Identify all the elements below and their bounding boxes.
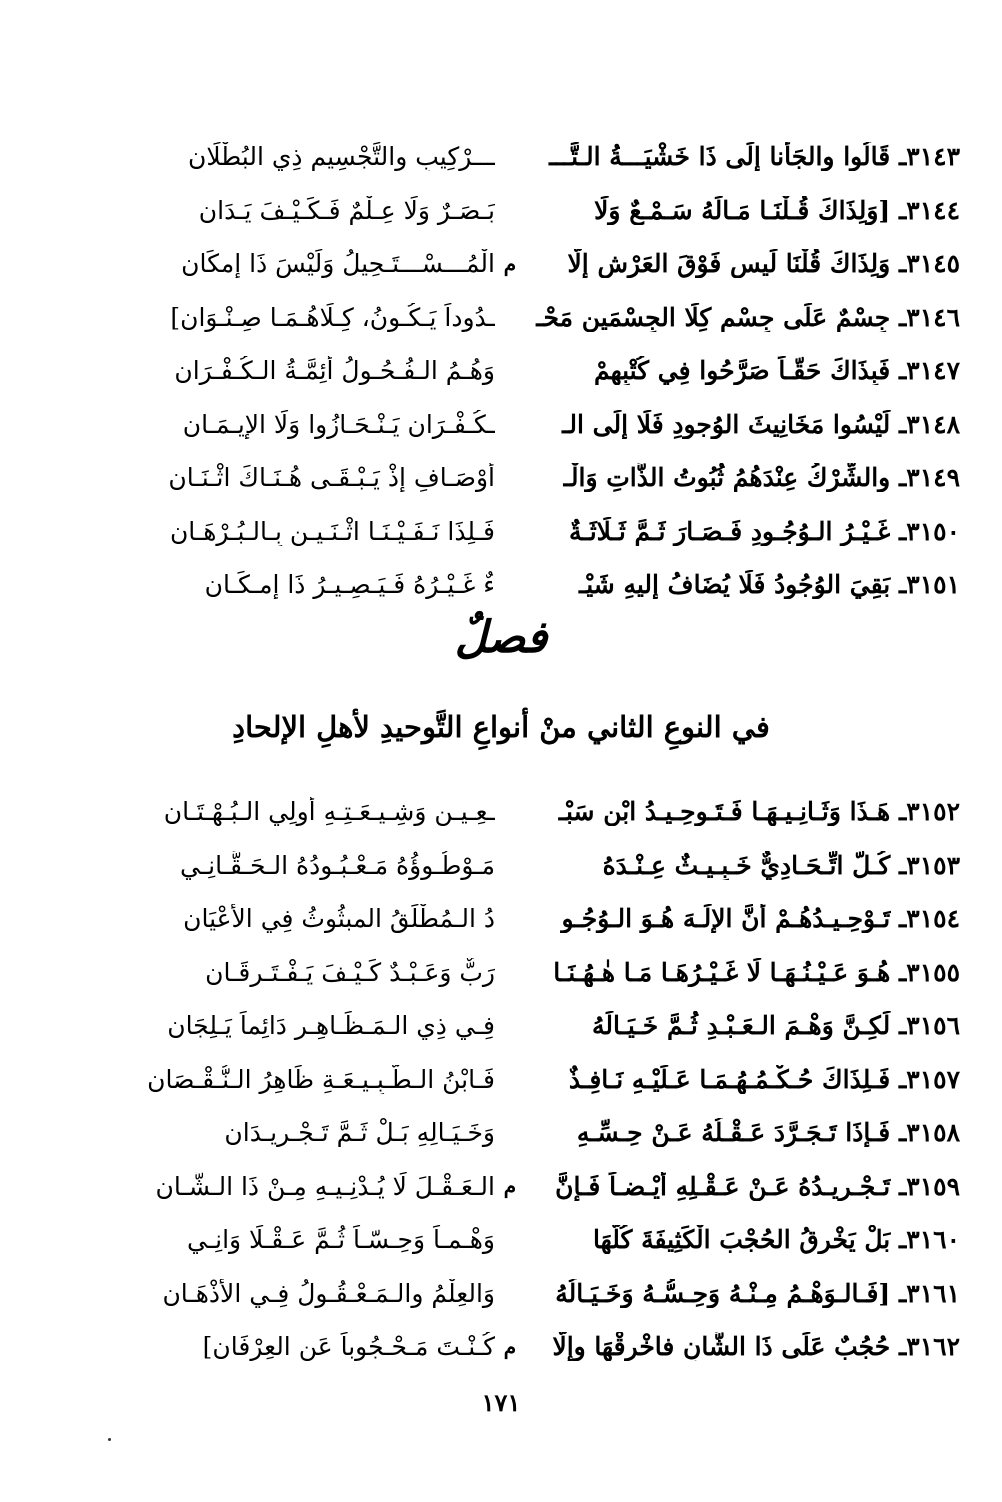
verse-first-half-text: ـ فَـإِذَا تَـجَـرَّدَ عَـقْـلُهُ عَـنْ حِـسِّـهِ: [576, 1118, 907, 1148]
verse-second-half: ءٌ غَـيْـرُهُ فَـيَـصِـيـرُ ذَا إِمـكَـانِ: [204, 570, 495, 600]
page-number: ١٧١: [481, 1388, 521, 1417]
verse-second-half: رَبٌّ وَعَـبْـدٌ كَـيْـفَ يَـفْـتَـرِقَـانِ: [205, 957, 495, 987]
verse: [70, 344, 960, 398]
verse: [70, 1106, 960, 1160]
verse-first-half-text: ـ هُـوَ عَـيْـنُـهَـا لَا غَـيْـرُهَـا مَـا هٰـهُـنَـا: [553, 957, 907, 987]
verse-first-half-text: ـ لَكِـنَّ وَهْـمَ الـعَـبْـدِ ثُـمَّ خَـيَـالَهُ: [591, 1011, 907, 1041]
verse-first-half-text: ـ [وَلِذَاكَ قُـلْنَـا مَـالَهُ سَـمْـعٌ وَلَا: [594, 195, 907, 225]
verse-first-half: [525, 1332, 960, 1361]
verse-number: ٣١٥٣: [906, 850, 960, 880]
verse: [70, 558, 960, 612]
verse-second-half: وَالعِلْمُ والـمَـعْـقُـولُ فِـي الأَذْهَـانِ: [162, 1278, 495, 1308]
verse-first-half: [525, 1011, 960, 1040]
verse: [70, 237, 960, 291]
verse-first-half-text: ـ غَـيْـرُ الـوُجُـودِ فَـصَـارَ ثَـمَّ ثَـلَاثَـةٌ: [568, 516, 907, 546]
verse-first-half: [525, 196, 960, 225]
verse-second-half: فَـلِذَا نَـفَـيْـنَـا اثْـنَـيـنِ بِـالـبُـرْهَـانِ: [169, 516, 495, 546]
verse: [70, 999, 960, 1053]
verse-first-half-text: ـ بَلْ يَخْرِقُ الحُجْبَ الْكَثِيفَةَ كُلَّهَا: [593, 1225, 907, 1255]
verse-number: ٣١٥٢: [906, 797, 960, 827]
verse-second-half: ـعِـيـنٍ وَشِـيـعَـتِـهِ أُولِي الـبُـهْـتَـانِ: [163, 797, 495, 827]
verse-first-half-text: ـ فَـلِذَاكَ حُـكْـمُـهُـمَـا عَـلَيْـهِ نَـافِـذٌ: [568, 1064, 907, 1094]
verse-marker: م: [503, 1334, 517, 1359]
verse-number: ٣١٤٣: [906, 142, 960, 172]
verse-second-half: ـكُـفْـرَانِ يَـنْـحَـازُوا وَلَا الإِيـمَـانِ: [182, 409, 495, 439]
verse: [70, 839, 960, 893]
verse: [70, 1160, 960, 1214]
verse-number: ٣١٤٧: [906, 356, 960, 386]
verse-second-half: دُ الـمُطْلَقُ المبثُوثُ فِي الأَعْيَانِ: [183, 904, 495, 934]
verse-second-half: الـعَـقْـلَ لَا يُـدْنِـيـهِ مِـنْ ذَا الـشَّـانِ: [155, 1171, 495, 1201]
verse-second-half: فَـابْنُ الـطَّـبِـيـعَـةِ ظَاهِرُ الـنُّـقْـصَانِ: [147, 1064, 495, 1094]
verse-number: ٣١٥٧: [906, 1064, 960, 1094]
verse-first-half-text: ـ جِسْمٌ عَلَى جِسْمٍ كِلَا الجِسْمَينِ مَحْـ: [536, 302, 907, 332]
verse-second-half: مَـوْطُـوؤُهُ مَـعْـبُـودُهُ الـحَـقَّـانِـي: [179, 850, 495, 880]
verse: [70, 184, 960, 238]
verse-second-half: أَوْصَـافِ إِذْ يَـبْـقَـى هُـنَـاكَ اثْـنَـانِ: [168, 463, 495, 493]
verse-number: ٣١٤٦: [906, 302, 960, 332]
verse-first-half: [525, 958, 960, 987]
verse-number: ٣١٥٥: [906, 957, 960, 987]
verse-first-half: [525, 142, 960, 171]
verse: [70, 1320, 960, 1374]
verse-second-half: فِـي ذِي الـمَـظَـاهِـرِ دَائِماً يَـلِجَانِ: [167, 1011, 495, 1041]
verse-first-half-text: ـ لَيْسُوا مَخَانِيثَ الوُجودِ فَلَا إِلَى الـ: [562, 409, 907, 439]
verse-first-half-text: ـ تَـوْحِـيـدُهُـمْ أَنَّ الإِلَـهَ هُـوَ الـوُجُـو: [561, 904, 907, 934]
verse-second-half: ـــرْكِيبِ والتَّجْسِيمِ ذِي البُطْلَانِ: [188, 142, 495, 172]
verse: [70, 892, 960, 946]
verse-second-half: وَهُـمُ الـفُـحُـولُ أَئِمَّـةُ الـكُـفْـرَانِ: [174, 356, 495, 386]
verse-first-half: [525, 851, 960, 880]
verse: [70, 505, 960, 559]
verse-number: ٣١٥٦: [906, 1011, 960, 1041]
verse: [70, 398, 960, 452]
verse-number: ٣١٥٤: [906, 904, 960, 934]
verse-first-half-text: ـ قَالُوا والجَأَنا إِلَى ذَا خَشْيَـــةُ الـتَّـــ: [549, 142, 907, 172]
verse-number: ٣١٥٩: [906, 1171, 960, 1201]
verse-number: ٣١٤٩: [906, 463, 960, 493]
verse-number: ٣١٦١: [906, 1278, 960, 1308]
verse-first-half: [525, 570, 960, 599]
verse: [70, 451, 960, 505]
verse-second-half: وَهْـمـاً وَحِـسّـاً ثُـمَّ عَـقْـلًا وَانِـي: [186, 1225, 495, 1255]
verse-first-half: [525, 356, 960, 385]
verse-first-half: [525, 249, 960, 278]
verse: [70, 1213, 960, 1267]
verse-first-half: [525, 517, 960, 546]
scan-speck: [108, 1438, 111, 1441]
verse-first-half-text: ـ بَقِيَ الوُجُودُ فَلَا يُضَافُ إِليهِ شَيْـ: [578, 570, 907, 600]
verse-number: ٣١٤٥: [906, 249, 960, 279]
verse-first-half: [525, 1118, 960, 1147]
verse-second-half: وَخَـيَـالِهِ بَـلْ ثَـمَّ تَـجْـرِيـدَانِ: [224, 1118, 495, 1148]
verse-second-half: بَـصَـرٌ وَلَا عِـلْمٌ فَـكَـيْـفَ يَـدَانِ: [198, 195, 495, 225]
verse-second-half: كُـنْـتَ مَـحْـجُوباً عَنِ العِرْفَانِ]: [202, 1332, 495, 1362]
verse-first-half: [525, 1065, 960, 1094]
verse-first-half: [525, 904, 960, 933]
verse-first-half-text: ـ حُجُبٌ عَلَى ذَا الشَّانِ فاخْرِقْهَا وإِلَّا: [552, 1332, 907, 1362]
verse: [70, 946, 960, 1000]
verse-first-half-text: ـ كُـلٌّ اتِّـحَـادِيٌّ خَـبِـيـثٌ عِـنْـدَهُ: [602, 850, 907, 880]
verse-first-half-text: ـ والشِّرْكُ عِنْدَهُمُ ثُبُوتُ الذَّاتِ وَالْـ: [563, 463, 907, 493]
verse-marker: م: [503, 1174, 517, 1199]
verse: [70, 785, 960, 839]
verse-second-half: ـدُوداً يَـكُـونُ، كِـلَاهُـمَـا صِـنْـوَانِ]: [170, 302, 495, 332]
verse-first-half: [525, 1279, 960, 1308]
verse-first-half: [525, 463, 960, 492]
verse-number: ٣١٦٢: [906, 1332, 960, 1362]
verse-number: ٣١٥٠: [906, 516, 960, 546]
verse-first-half: [525, 1172, 960, 1201]
verse-second-half: الْمُـــسْـــتَـحِيلُ وَلَيْسَ ذَا إِمكَانِ: [181, 249, 495, 279]
fasl-heading: فصلٌ: [454, 612, 548, 663]
verse-first-half: [525, 797, 960, 826]
verse-first-half-text: ـ وَلِذَاكَ قُلْنَا لَيس فَوْقَ العَرْشِ إِلَّا: [567, 249, 907, 279]
verse: [70, 1053, 960, 1107]
verse-number: ٣١٥١: [906, 570, 960, 600]
verse-number: ٣١٤٤: [906, 195, 960, 225]
verse-number: ٣١٦٠: [906, 1225, 960, 1255]
verses-top: [70, 130, 960, 612]
verse-first-half: [525, 1225, 960, 1254]
verse-number: ٣١٤٨: [906, 409, 960, 439]
verse: [70, 291, 960, 345]
verse-marker: م: [503, 251, 517, 276]
verse-first-half-text: ـ تَـجْـرِيـدُهُ عَـنْ عَـقْـلِهِ أَيْـضـاً فَـإِنَّ: [555, 1171, 907, 1201]
verse-first-half: [525, 410, 960, 439]
verse-first-half: [525, 303, 960, 332]
verses-bottom: [70, 785, 960, 1374]
verse: [70, 130, 960, 184]
verse-number: ٣١٥٨: [906, 1118, 960, 1148]
verse-first-half-text: ـ هَـذَا وَثَـانِـيـهَـا فَـتَـوحِـيـدُ ابْنِ سَبْـ: [558, 797, 907, 827]
chapter-title: في النوعِ الثاني منْ أنواعِ التَّوحيدِ لأهلِ الإلحادِ: [232, 710, 770, 744]
verse-first-half-text: ـ فَبِذَاكَ حَقّـاً صَرَّحُوا فِي كُتْبِهِمْ: [593, 356, 907, 386]
verse: [70, 1267, 960, 1321]
verse-first-half-text: ـ [فَـالـوَهْـمُ مِـنْـهُ وَحِـسُّـهُ وَخَـيَـالُهُ: [555, 1278, 907, 1308]
